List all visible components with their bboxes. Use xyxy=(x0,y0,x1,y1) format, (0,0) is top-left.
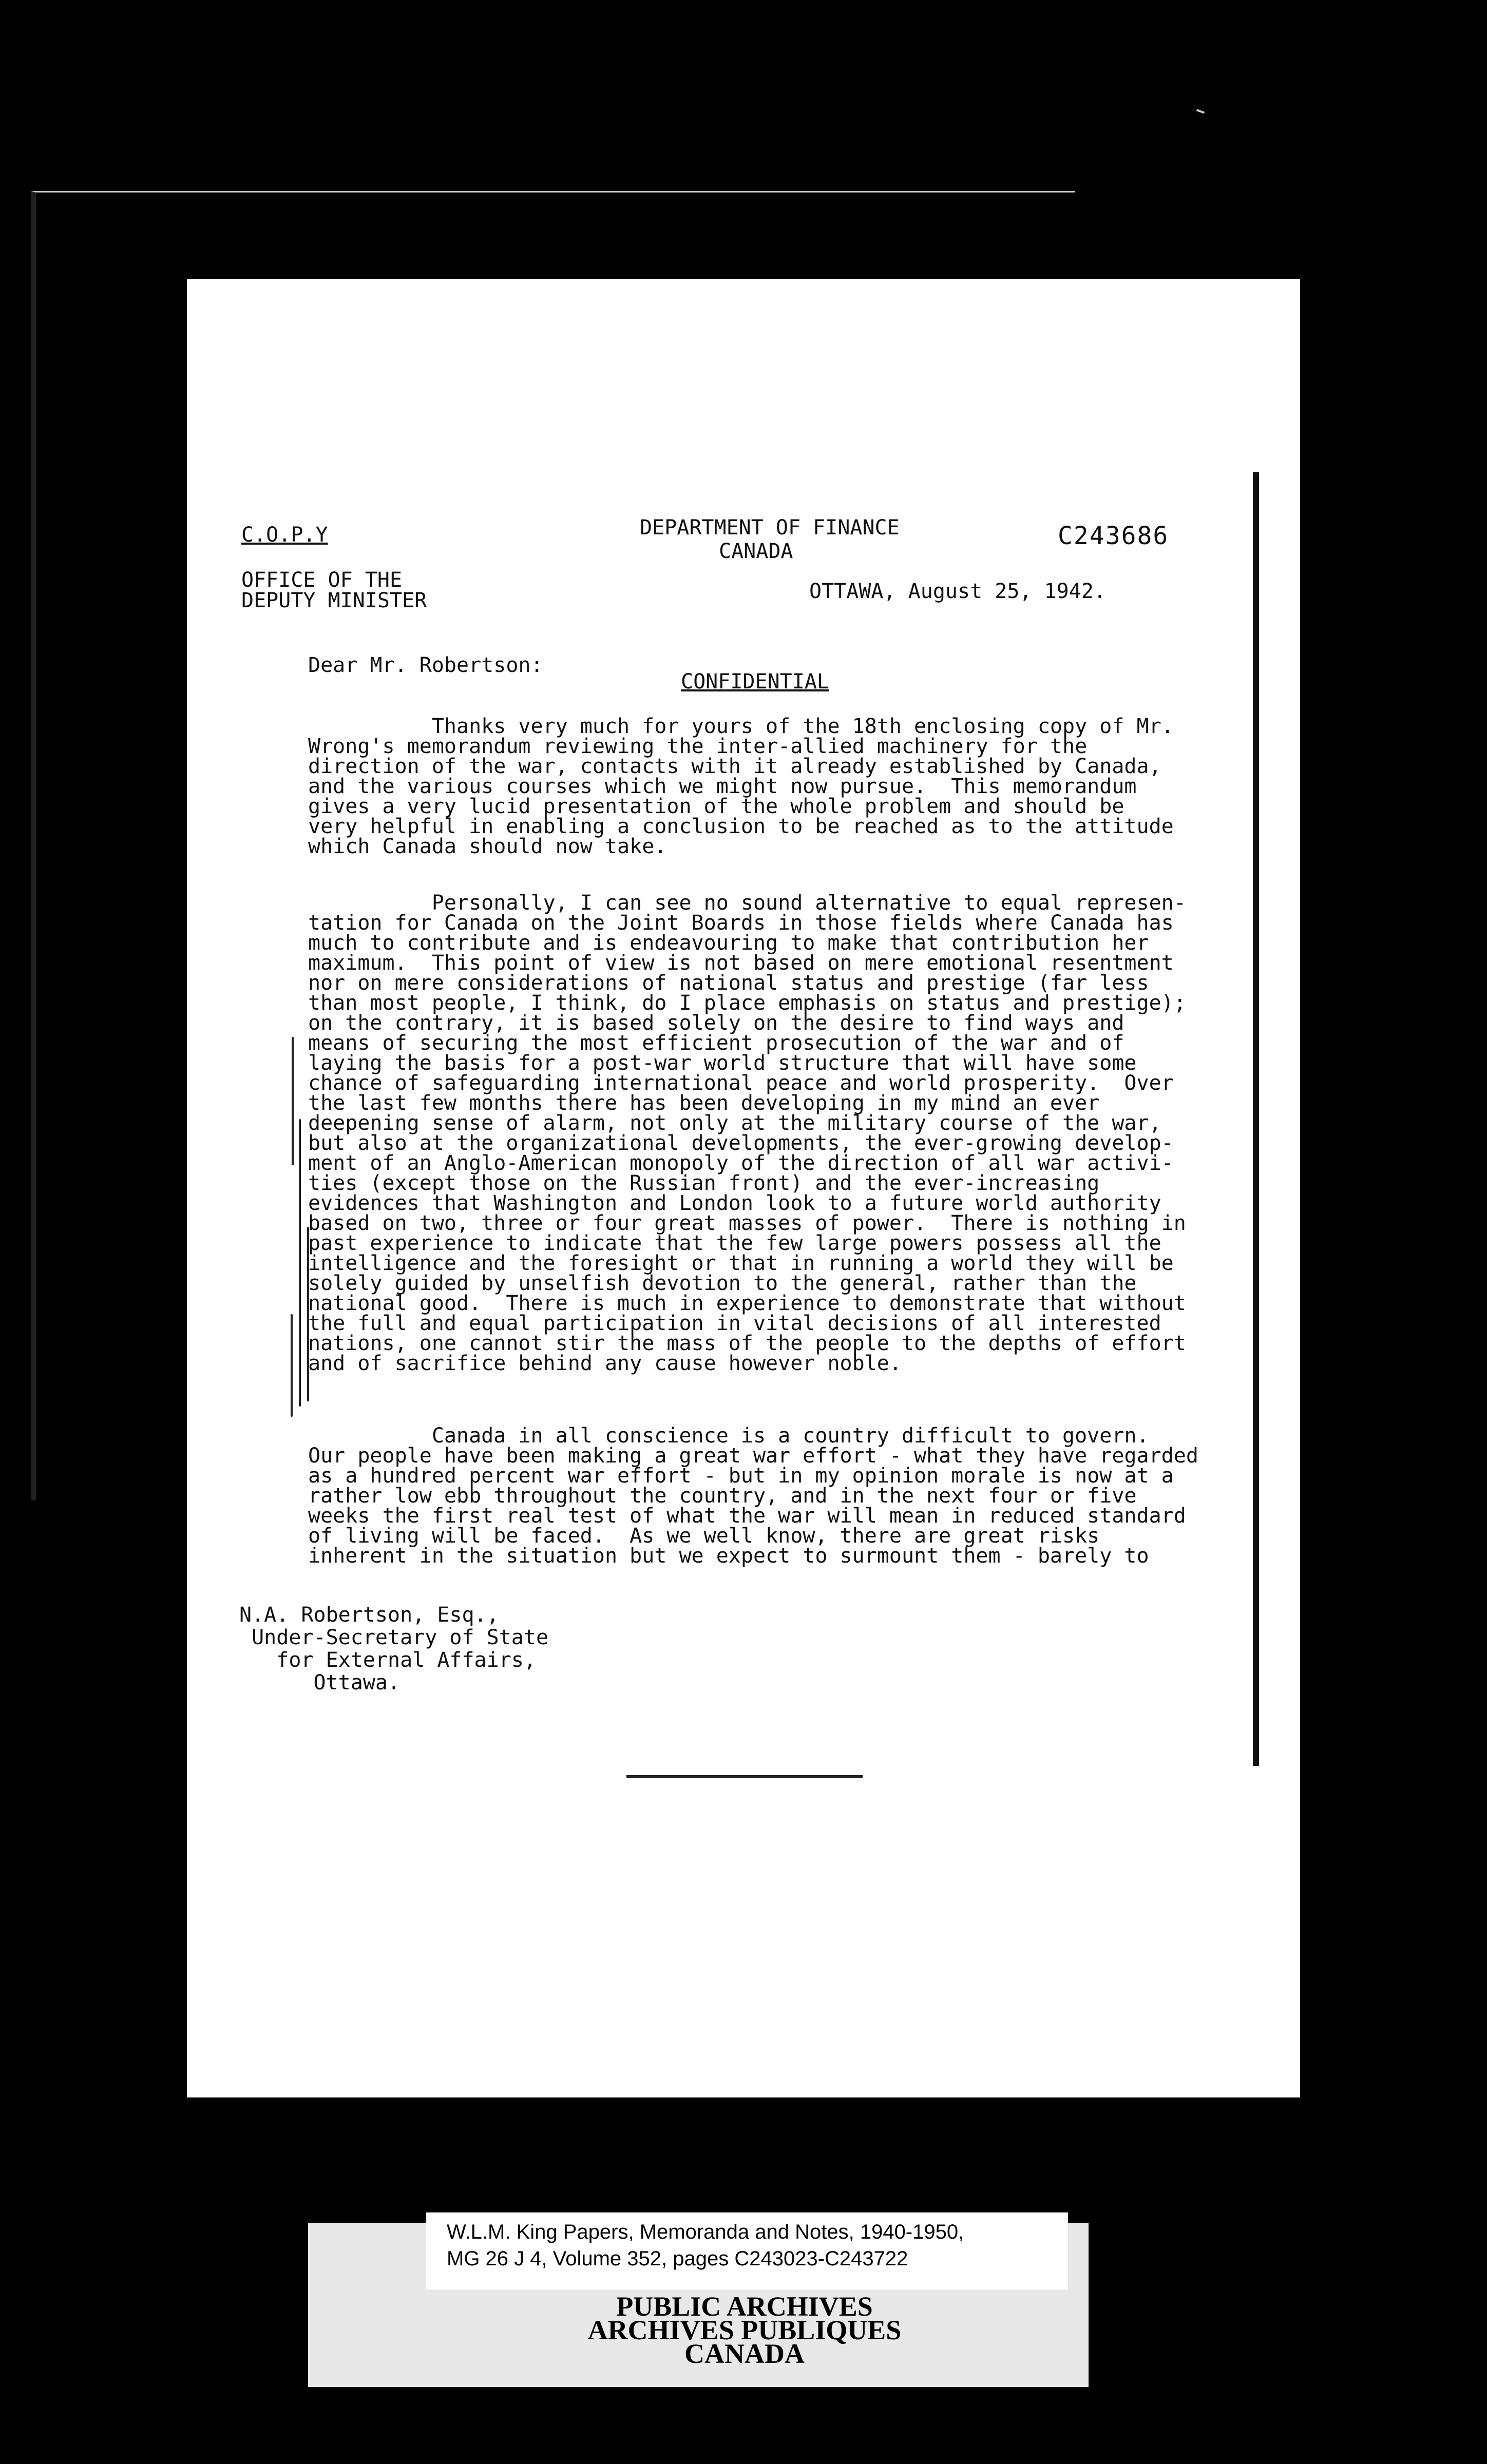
text-line: very helpful in enabling a conclusion to be reached as to the attitude xyxy=(308,815,1174,838)
page-edge-shadow xyxy=(1253,472,1259,1766)
salutation: Dear Mr. Robertson: xyxy=(308,653,543,677)
text-line: maximum. This point of view is not based on mere emotional resentment xyxy=(308,951,1174,975)
text-line: direction of the war, contacts with it already established by Canada, xyxy=(308,755,1161,778)
text-line: ment of an Anglo-American monopoly of the direction of all war activi- xyxy=(308,1151,1174,1175)
text-line: as a hundred percent war effort - but in my opinion morale is now at a xyxy=(308,1464,1174,1488)
text-line: chance of safeguarding international peace and world prosperity. Over xyxy=(308,1071,1174,1095)
text-line: past experience to indicate that the few large powers possess all the xyxy=(308,1231,1161,1255)
text-line: Personally, I can see no sound alternative to equal represen- xyxy=(308,891,1186,915)
addressee-line: Ottawa. xyxy=(239,1671,401,1695)
reference-number: C243686 xyxy=(1058,522,1169,550)
text-line: than most people, I think, do I place emphasis on status and prestige); xyxy=(308,991,1186,1015)
text-line: Wrong's memorandum reviewing the inter-allied machinery for the xyxy=(308,735,1088,758)
archive-label-line: MG 26 J 4, Volume 352, pages C243023-C243722 xyxy=(447,2247,908,2270)
margin-line-mark xyxy=(292,1037,294,1165)
copy-mark: C.O.P.Y xyxy=(241,523,328,547)
text-line: solely guided by unselfish devotion to the general, rather than the xyxy=(308,1272,1137,1295)
stamp-line: PUBLIC ARCHIVES xyxy=(616,2291,873,2322)
text-line: weeks the first real test of what the war will mean in reduced standard xyxy=(308,1504,1186,1528)
addressee-block xyxy=(239,1604,548,1694)
text-line: tation for Canada on the Joint Boards in those fields where Canada has xyxy=(308,911,1174,935)
archive-source-label xyxy=(426,2212,1068,2289)
text-line: ties (except those on the Russian front) and the ever-increasing xyxy=(308,1171,1100,1195)
margin-line-mark xyxy=(291,1314,293,1417)
department-name: DEPARTMENT OF FINANCE xyxy=(640,516,900,540)
text-line: of living will be faced. As we well know, there are great risks xyxy=(308,1524,1100,1548)
text-line: Canada in all conscience is a country difficult to govern. xyxy=(308,1424,1149,1448)
text-line: the last few months there has been developing in my mind an ever xyxy=(308,1091,1100,1115)
margin-line-mark xyxy=(299,1119,301,1407)
margin-line-mark xyxy=(307,1227,309,1401)
text-line: laying the basis for a post-war world structure that will have some xyxy=(308,1051,1137,1075)
office-line-1: OFFICE OF THE xyxy=(241,568,403,592)
text-line: and of sacrifice behind any cause however noble. xyxy=(308,1352,902,1375)
stamp-line: ARCHIVES PUBLIQUES xyxy=(587,2315,902,2345)
paragraph-1 xyxy=(308,717,1174,857)
text-line: Our people have been making a great war effort - what they have regarded xyxy=(308,1444,1198,1468)
addressee-line: N.A. Robertson, Esq., xyxy=(239,1603,499,1627)
text-line: Thanks very much for yours of the 18th enclosing copy of Mr. xyxy=(308,715,1174,738)
text-line: deepening sense of alarm, not only at the military course of the war, xyxy=(308,1111,1161,1135)
paragraph-2 xyxy=(308,893,1186,1374)
text-line: means of securing the most efficient prosecution of the war and of xyxy=(308,1031,1124,1055)
text-line: national good. There is much in experience to demonstrate that without xyxy=(308,1292,1186,1315)
text-line: evidences that Washington and London look to a future world authority xyxy=(308,1191,1161,1215)
text-line: inherent in the situation but we expect to surmount them - barely to xyxy=(308,1544,1149,1568)
text-line: and the various courses which we might now pursue. This memorandum xyxy=(308,775,1137,798)
text-line: nor on mere considerations of national status and prestige (far less xyxy=(308,971,1149,995)
stamp-line: CANADA xyxy=(684,2338,805,2369)
archive-label-line: W.L.M. King Papers, Memoranda and Notes, 1940-1950, xyxy=(447,2221,964,2243)
text-line: but also at the organizational developments, the ever-growing develop- xyxy=(308,1131,1174,1155)
addressee-line: for External Affairs, xyxy=(239,1648,536,1672)
text-line: gives a very lucid presentation of the whole problem and should be xyxy=(308,795,1124,818)
place-date: OTTAWA, August 25, 1942. xyxy=(809,580,1106,603)
text-line: rather low ebb throughout the country, and in the next four or five xyxy=(308,1484,1137,1508)
text-line: nations, one cannot stir the mass of the people to the depths of effort xyxy=(308,1332,1186,1355)
text-line: on the contrary, it is based solely on the desire to find ways and xyxy=(308,1011,1124,1035)
film-speck xyxy=(1196,109,1205,113)
paragraph-3 xyxy=(308,1426,1198,1566)
page-fold-line xyxy=(626,1775,863,1778)
text-line: the full and equal participation in vital decisions of all interested xyxy=(308,1312,1161,1335)
text-line: based on two, three or four great masses of power. There is nothing in xyxy=(308,1211,1186,1235)
text-line: intelligence and the foresight or that in running a world they will be xyxy=(308,1252,1174,1275)
department-country: CANADA xyxy=(719,540,793,563)
public-archives-stamp xyxy=(513,2291,976,2382)
confidential-heading: CONFIDENTIAL xyxy=(681,670,829,694)
text-line: much to contribute and is endeavouring to make that contribution her xyxy=(308,931,1149,955)
text-line: which Canada should now take. xyxy=(308,835,667,858)
addressee-line: Under-Secretary of State xyxy=(239,1626,549,1649)
office-line-2: DEPUTY MINISTER xyxy=(241,589,427,612)
